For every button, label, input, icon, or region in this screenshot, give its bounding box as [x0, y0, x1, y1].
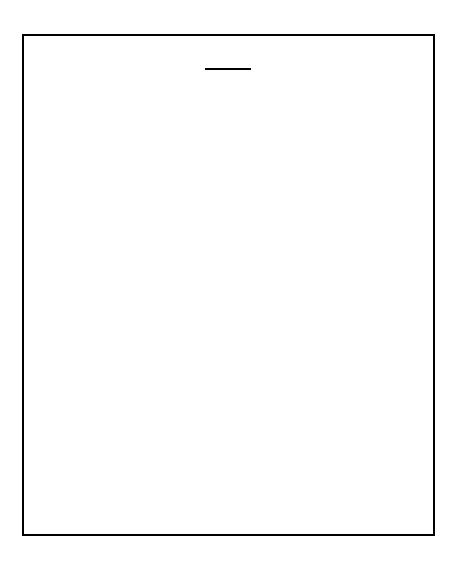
main-frame: [22, 34, 435, 536]
bond-divider: [205, 68, 251, 70]
